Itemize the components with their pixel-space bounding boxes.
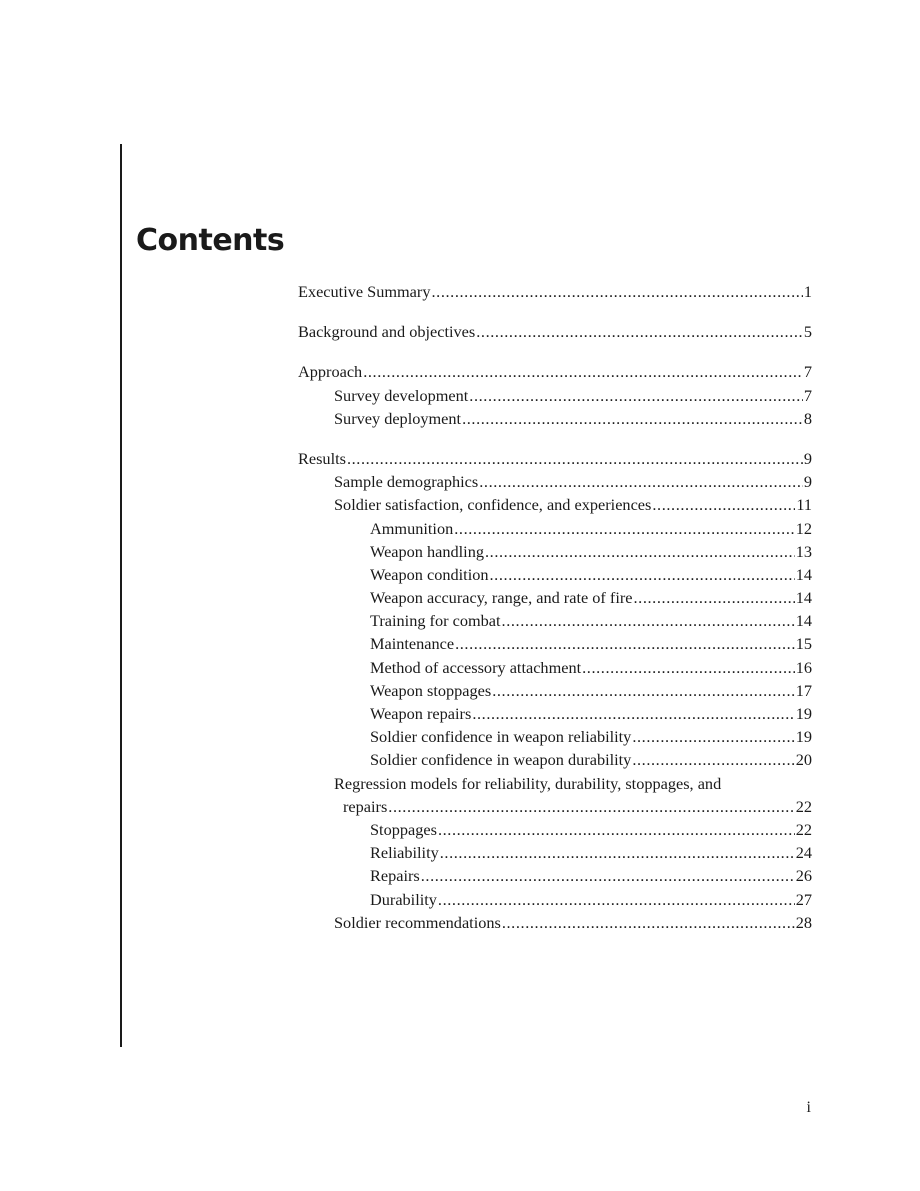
dot-leader	[502, 609, 795, 632]
toc-entry-title: Soldier confidence in weapon reliability	[370, 727, 632, 747]
toc-entry-page: 5	[803, 322, 812, 342]
toc-entry-title: repairs	[343, 796, 388, 816]
toc-entry-page: 8	[803, 408, 812, 428]
dot-leader	[490, 563, 795, 586]
dot-leader	[492, 679, 795, 702]
toc-entry-title: Training for combat	[370, 611, 501, 631]
dot-leader	[438, 818, 795, 841]
toc-entry-page: 7	[803, 385, 812, 405]
toc-entry-title: Stoppages	[370, 819, 437, 839]
dot-leader	[472, 702, 794, 725]
toc-entry-page: 9	[803, 448, 812, 468]
toc-entry-title: Approach	[298, 362, 363, 382]
toc-entry-title: Weapon stoppages	[370, 680, 492, 700]
toc-entry-page: 22	[795, 819, 812, 839]
dot-leader	[438, 888, 795, 911]
toc-entry-page: 11	[796, 495, 812, 515]
toc-entry-page: 15	[795, 634, 812, 654]
toc-entry-page: 26	[795, 866, 812, 886]
toc-entry-repairs[interactable]	[298, 864, 812, 887]
toc-entry-title: Weapon repairs	[370, 704, 472, 723]
toc-entry-maintenance[interactable]	[298, 632, 812, 655]
toc-entry-page: 13	[795, 541, 812, 561]
toc-entry-soldier-satisfaction[interactable]	[298, 493, 812, 516]
dot-leader	[632, 748, 794, 771]
toc-entry-title: Soldier confidence in weapon durability	[370, 750, 632, 770]
toc-entry-regression-models-continued[interactable]	[298, 795, 812, 818]
toc-entry-title: Ammunition	[370, 518, 454, 538]
toc-entry-page: 9	[803, 472, 812, 492]
toc-entry-title: Background and objectives	[298, 322, 476, 342]
toc-entry-title: Executive Summary	[298, 282, 431, 301]
toc-entry-page: 19	[795, 704, 812, 723]
toc-entry-page: 14	[795, 611, 812, 631]
margin-rule	[120, 144, 122, 1047]
toc-entry-weapon-handling[interactable]	[298, 540, 812, 563]
toc-entry-title: Reliability	[370, 843, 439, 863]
dot-leader	[632, 725, 794, 748]
toc-entry-reliability[interactable]	[298, 841, 812, 864]
toc-entry-survey-deployment[interactable]	[298, 407, 812, 430]
toc-entry-title: Repairs	[370, 866, 420, 886]
toc-entry-sample-demographics[interactable]	[298, 470, 812, 493]
dot-leader	[479, 470, 803, 493]
dot-leader	[454, 517, 794, 540]
toc-entry-confidence-durability[interactable]	[298, 748, 812, 771]
toc-entry-title: Survey development	[334, 385, 469, 405]
dot-leader	[634, 586, 795, 609]
dot-leader	[502, 911, 795, 934]
toc-entry-approach[interactable]	[298, 360, 812, 383]
toc-entry-title: Weapon condition	[370, 564, 489, 584]
dot-leader	[421, 864, 795, 887]
table-of-contents	[298, 280, 812, 934]
dot-leader	[485, 540, 795, 563]
toc-entry-title: Durability	[370, 889, 437, 909]
toc-entry-weapon-condition[interactable]	[298, 563, 812, 586]
toc-entry-page: 27	[795, 889, 812, 909]
dot-leader	[455, 632, 795, 655]
toc-entry-title: Soldier recommendations	[334, 912, 501, 932]
toc-entry-title: Sample demographics	[334, 472, 479, 492]
toc-entry-page: 28	[795, 912, 812, 932]
toc-entry-title: Method of accessory attachment	[370, 657, 582, 677]
dot-leader	[582, 656, 795, 679]
dot-leader	[652, 493, 795, 516]
toc-entry-ammunition[interactable]	[298, 517, 812, 540]
toc-entry-soldier-recommendations[interactable]	[298, 911, 812, 934]
dot-leader	[431, 280, 802, 303]
toc-entry-weapon-repairs[interactable]	[298, 702, 812, 725]
page-title: Contents	[136, 223, 285, 258]
toc-entry-background[interactable]	[298, 320, 812, 343]
dot-leader	[388, 795, 794, 818]
toc-entry-durability[interactable]	[298, 888, 812, 911]
toc-entry-title: Regression models for reliability, durability, stoppages, and	[334, 773, 722, 793]
page-number: i	[806, 1099, 811, 1116]
toc-entry-page: 20	[795, 750, 812, 770]
dot-leader	[462, 407, 803, 430]
toc-entry-page: 19	[795, 727, 812, 747]
toc-entry-title: Results	[298, 448, 346, 468]
dot-leader	[347, 447, 803, 470]
toc-entry-title: Weapon accuracy, range, and rate of fire	[370, 588, 633, 608]
toc-entry-page: 1	[803, 282, 812, 301]
dot-leader	[440, 841, 795, 864]
toc-entry-accessory-attachment[interactable]	[298, 656, 812, 679]
toc-entry-page: 24	[795, 843, 812, 863]
toc-entry-confidence-reliability[interactable]	[298, 725, 812, 748]
toc-entry-page: 22	[795, 796, 812, 816]
toc-entry-page: 14	[795, 564, 812, 584]
toc-entry-results[interactable]	[298, 447, 812, 470]
toc-entry-page: 7	[803, 362, 812, 382]
toc-entry-page: 16	[795, 657, 812, 677]
dot-leader	[476, 320, 803, 343]
toc-entry-title: Maintenance	[370, 634, 455, 654]
toc-entry-page: 12	[795, 518, 812, 538]
dot-leader	[363, 360, 803, 383]
toc-entry-page: 17	[795, 680, 812, 700]
toc-entry-survey-development[interactable]	[298, 384, 812, 407]
toc-entry-title: Weapon handling	[370, 541, 484, 561]
toc-entry-title: Soldier satisfaction, confidence, and experiences	[334, 495, 652, 515]
toc-entry-page: 14	[795, 588, 812, 608]
toc-entry-weapon-accuracy[interactable]	[298, 586, 812, 609]
dot-leader	[469, 384, 803, 407]
toc-entry-title: Survey deployment	[334, 408, 462, 428]
toc-entry-executive-summary[interactable]	[298, 280, 812, 303]
toc-entry-weapon-stoppages[interactable]	[298, 679, 812, 702]
toc-entry-regression-models[interactable]	[298, 772, 812, 795]
toc-entry-stoppages[interactable]	[298, 818, 812, 841]
toc-entry-training-for-combat[interactable]	[298, 609, 812, 632]
